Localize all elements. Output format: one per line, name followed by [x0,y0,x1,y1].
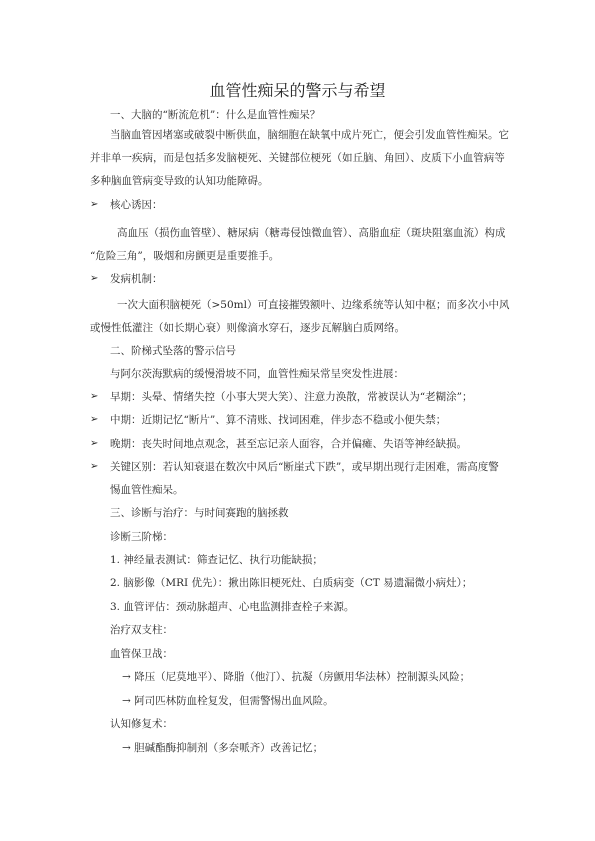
paragraph-line: 与阿尔茨海默病的缓慢滑坡不同，血管性痴呆常呈突发性进展： [110,368,404,380]
bullet-item: 早期：头晕、情绪失控（小事大哭大笑）、注意力涣散，常被误认为“老糊涂”； [110,391,473,403]
arrow-item: → 胆碱酯酶抑制剂（多奈哌齐）改善记忆； [122,742,324,754]
subheading: 认知修复术： [110,718,173,730]
section-heading: 一、大脑的“断流危机”：什么是血管性痴呆？ [110,109,321,121]
arrowhead-bullet-icon: ➢ [90,199,99,210]
paragraph-line: 高血压（损伤血管壁）、糖尿病（糖毒侵蚀微血管）、高脂血症（斑块阻塞血流）构成 [117,227,506,239]
arrow-item: → 降压（尼莫地平）、降脂（他汀）、抗凝（房颤用华法林）控制源头风险； [122,671,471,683]
subheading: 诊断三阶梯： [110,531,173,543]
bullet-label: 核心诱因： [110,199,163,211]
document-title: 血管性痴呆的警示与希望 [209,81,386,100]
bullet-label: 发病机制： [110,273,163,285]
subheading: 血管保卫战： [110,648,173,660]
arrow-item: → 阿司匹林防血栓复发，但需警惕出血风险。 [122,695,334,707]
section-heading: 三、诊断与治疗：与时间赛跑的脑拯救 [110,507,289,519]
paragraph-line: “危险三角”，吸烟和房颤更是重要推手。 [90,250,280,262]
paragraph-line: 一次大面积脑梗死（>50ml）可直接摧毁额叶、边缘系统等认知中枢；而多次小中风 [117,299,510,311]
numbered-item: 3. 血管评估：颈动脉超声、心电监测排查栓子来源。 [110,601,355,613]
arrowhead-bullet-icon: ➢ [90,414,99,425]
paragraph-line: 或慢性低灌注（如长期心衰）则像滴水穿石，逐步瓦解脑白质网络。 [90,322,405,334]
subheading: 治疗双支柱： [110,624,173,636]
paragraph-line: 当脑血管因堵塞或破裂中断供血，脑细胞在缺氧中成片死亡，便会引发血管性痴呆。它 [110,129,509,141]
arrowhead-bullet-icon: ➢ [90,391,99,402]
arrowhead-bullet-icon: ➢ [90,461,99,472]
numbered-item: 2. 脑影像（MRI 优先）：揪出陈旧梗死灶、白质病变（CT 易遗漏微小病灶）； [110,577,473,589]
paragraph-line: 多种脑血管病变导致的认知功能障碍。 [90,175,269,187]
arrowhead-bullet-icon: ➢ [90,273,99,284]
bullet-item: 关键区别：若认知衰退在数次中风后“断崖式下跌”，或早期出现行走困难，需高度警 [110,461,499,473]
arrowhead-bullet-icon: ➢ [90,438,99,449]
paragraph-line: 惕血管性痴呆。 [110,484,184,496]
bullet-item: 晚期：丧失时间地点观念，甚至忘记亲人面容，合并偏瘫、失语等神经缺损。 [110,438,467,450]
paragraph-line: 并非单一疾病，而是包括多发脑梗死、关键部位梗死（如丘脑、角回）、皮质下小血管病等 [90,152,505,164]
numbered-item: 1. 神经量表测试：筛查记忆、执行功能缺损； [110,554,323,566]
section-heading: 二、阶梯式坠落的警示信号 [110,345,236,357]
bullet-item: 中期：近期记忆“断片”、算不清账、找词困难，伴步态不稳或小便失禁； [110,414,447,426]
